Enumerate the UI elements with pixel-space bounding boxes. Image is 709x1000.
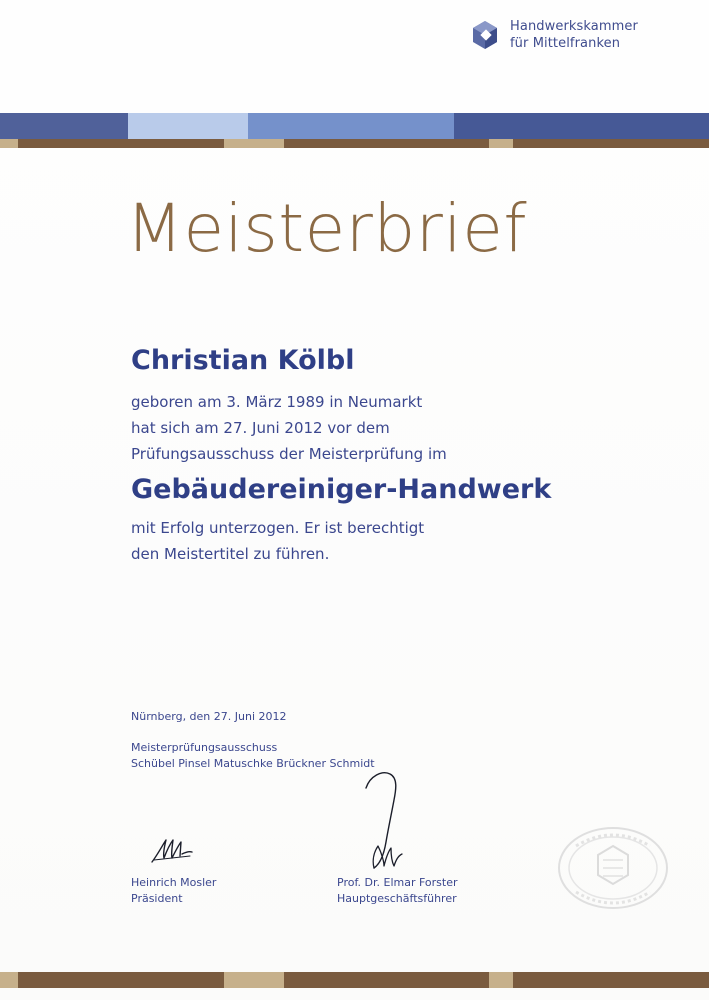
right-signatory-name: Prof. Dr. Elmar Forster <box>337 876 458 889</box>
stripe-segment <box>513 139 709 148</box>
top-color-stripe <box>0 113 709 139</box>
exam-date-line: hat sich am 27. Juni 2012 vor dem <box>131 419 390 437</box>
stripe-segment <box>0 139 18 148</box>
header-logo <box>470 18 690 62</box>
stripe-segment <box>248 113 454 139</box>
committee-label: Meisterprüfungsausschuss <box>131 741 278 754</box>
stripe-segment <box>18 139 224 148</box>
embossed-seal-icon <box>556 826 671 911</box>
stripe-segment <box>454 113 709 139</box>
org-name <box>510 18 638 52</box>
place-date: Nürnberg, den 27. Juni 2012 <box>131 710 287 723</box>
stripe-segment <box>284 139 489 148</box>
hwk-logo-icon <box>470 20 500 50</box>
certificate-title: Meisterbrief <box>126 190 528 267</box>
stripe-segment <box>224 139 284 148</box>
holder-name: Christian Kölbl <box>131 345 355 376</box>
title-entitlement-line: den Meistertitel zu führen. <box>131 545 330 563</box>
bottom-brown-stripe <box>0 972 709 988</box>
stripe-segment <box>128 113 248 139</box>
birth-line: geboren am 3. März 1989 in Neumarkt <box>131 393 423 411</box>
success-line: mit Erfolg unterzogen. Er ist berechtigt <box>131 519 425 537</box>
director-signature-icon <box>360 768 408 872</box>
committee-members: Schübel Pinsel Matuschke Brückner Schmidt <box>131 757 375 770</box>
right-signatory-role: Hauptgeschäftsführer <box>337 892 457 905</box>
stripe-segment <box>489 139 513 148</box>
trade-name: Gebäudereiniger-Handwerk <box>131 474 552 505</box>
stripe-segment <box>0 972 18 988</box>
org-name-line2: für Mittelfranken <box>510 36 621 51</box>
stripe-segment <box>284 972 489 988</box>
stripe-segment <box>489 972 513 988</box>
stripe-segment <box>18 972 224 988</box>
president-signature-icon <box>148 832 200 866</box>
stripe-segment <box>513 972 709 988</box>
committee-line: Prüfungsausschuss der Meisterprüfung im <box>131 445 447 463</box>
org-name-line1: Handwerkskammer <box>510 19 638 34</box>
left-signatory-role: Präsident <box>131 892 183 905</box>
stripe-segment <box>0 113 128 139</box>
stripe-segment <box>224 972 284 988</box>
top-brown-stripe <box>0 139 709 148</box>
left-signatory-name: Heinrich Mosler <box>131 876 217 889</box>
